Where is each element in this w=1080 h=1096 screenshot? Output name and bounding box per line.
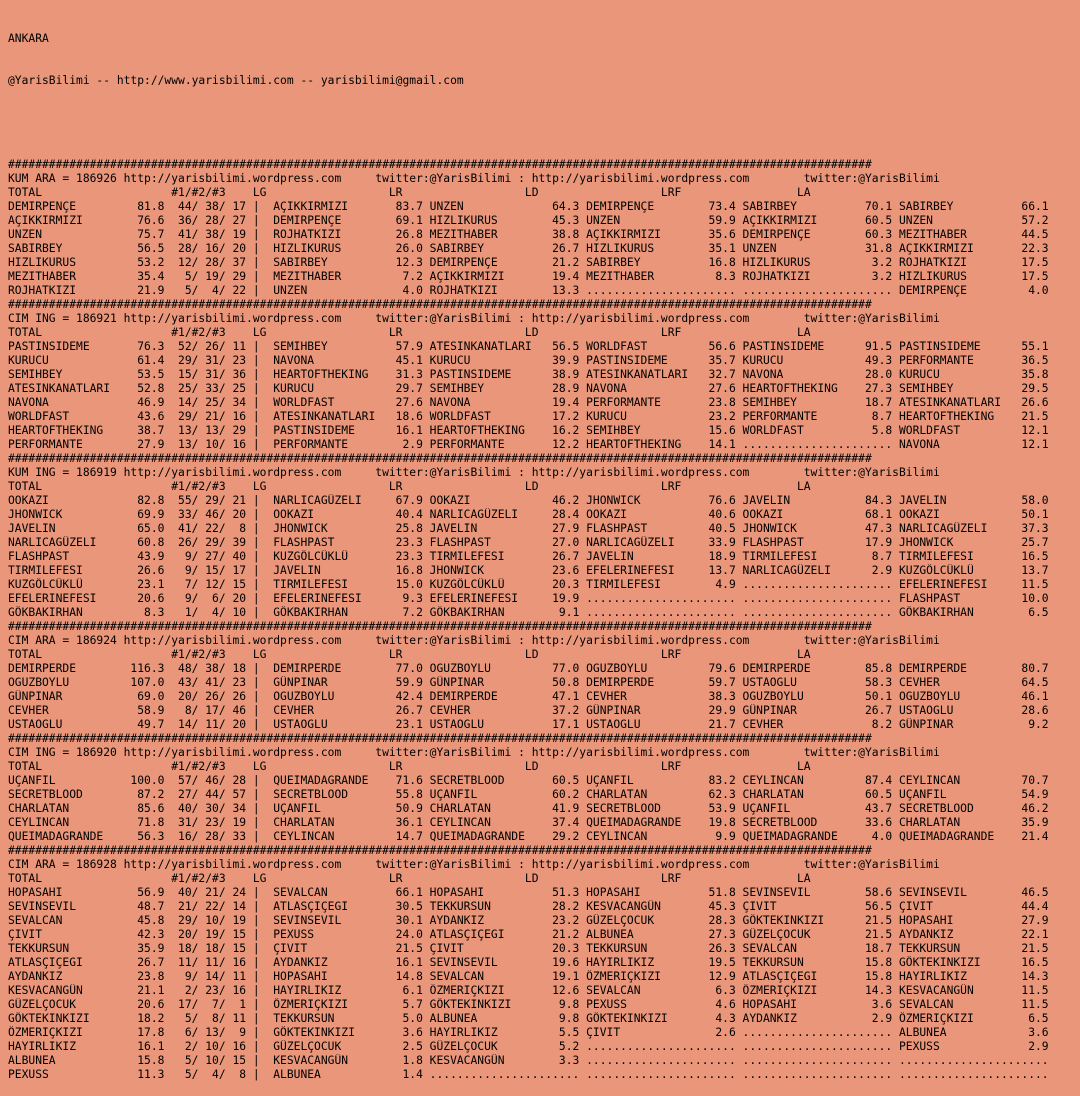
column-header-row: TOTAL #1/#2/#3 LG LR LD LRF LA [8, 480, 811, 493]
table-row: SECRETBLOOD 87.2 27/ 44/ 57 | SECRETBLOOD 55.8 UÇANFIL 60.2 CHARLATAN 62.3 CHARLATAN 60.5 UÇANFIL 54.9 [8, 788, 1049, 801]
column-header-row: TOTAL #1/#2/#3 LG LR LD LRF LA [8, 648, 811, 661]
blank-line [8, 116, 1080, 130]
table-row: UÇANFIL 100.0 57/ 46/ 28 | QUEIMADAGRANDE 71.6 SECRETBLOOD 60.5 UÇANFIL 83.2 CEYLINCAN 87.4 CEYLINCAN 70.7 [8, 774, 1049, 787]
table-row: PEXUSS 11.3 5/ 4/ 8 | ALBUNEA 1.4 ...................... ...................... ...................... ...................... [8, 1068, 1049, 1081]
race-sections [8, 158, 1080, 1082]
table-row: WORLDFAST 43.6 29/ 21/ 16 | ATESINKANATLARI 18.6 WORLDFAST 17.2 KURUCU 23.2 PERFORMANTE 8.7 HEARTOFTHEKING 21.5 [8, 410, 1049, 423]
table-row: JHONWICK 69.9 33/ 46/ 20 | OOKAZI 40.4 NARLICAGÜZELI 28.4 OOKAZI 40.6 OOKAZI 68.1 OOKAZI 50.1 [8, 508, 1049, 521]
table-row: HOPASAHI 56.9 40/ 21/ 24 | SEVALCAN 66.1 HOPASAHI 51.3 HOPASAHI 51.8 SEVINSEVIL 58.6 SEVINSEVIL 46.5 [8, 886, 1049, 899]
separator-line: ############################################################################################################################### [8, 158, 872, 171]
contact-line: @YarisBilimi -- http://www.yarisbilimi.com -- yarisbilimi@gmail.com [8, 74, 464, 87]
table-row: GÖKTEKINKIZI 18.2 5/ 8/ 11 | TEKKURSUN 5.0 ALBUNEA 9.8 GÖKTEKINKIZI 4.3 AYDANKIZ 2.9 ÖZMERIÇKIZI 6.5 [8, 1012, 1049, 1025]
table-row: ÖZMERIÇKIZI 17.8 6/ 13/ 9 | GÖKTEKINKIZI 3.6 HAYIRLIKIZ 5.5 ÇIVIT 2.6 ...................... ALBUNEA 3.6 [8, 1026, 1049, 1039]
table-row: FLASHPAST 43.9 9/ 27/ 40 | KUZGÖLCÜKLÜ 23.3 TIRMILEFESI 26.7 JAVELIN 18.9 TIRMILEFESI 8.7 TIRMILEFESI 16.5 [8, 550, 1049, 563]
table-row: HAYIRLIKIZ 16.1 2/ 10/ 16 | GÜZELÇOCUK 2.5 GÜZELÇOCUK 5.2 ...................... ...................... PEXUSS 2.9 [8, 1040, 1049, 1053]
table-row: ROJHATKIZI 21.9 5/ 4/ 22 | UNZEN 4.0 ROJHATKIZI 13.3 ...................... ...................... DEMIRPENÇE 4.0 [8, 284, 1049, 297]
table-row: AYDANKIZ 23.8 9/ 14/ 11 | HOPASAHI 14.8 SEVALCAN 19.1 ÖZMERIÇKIZI 12.9 ATLASÇIÇEGI 15.8 HAYIRLIKIZ 14.3 [8, 970, 1049, 983]
table-row: ATESINKANATLARI 52.8 25/ 33/ 25 | KURUCU 29.7 SEMIHBEY 28.9 NAVONA 27.6 HEARTOFTHEKING 27.3 SEMIHBEY 29.5 [8, 382, 1049, 395]
table-row: UNZEN 75.7 41/ 38/ 19 | ROJHATKIZI 26.8 MEZITHABER 38.8 AÇIKKIRMIZI 35.6 DEMIRPENÇE 60.3 MEZITHABER 44.5 [8, 228, 1049, 241]
table-row: SABIRBEY 56.5 28/ 16/ 20 | HIZLIKURUS 26.0 SABIRBEY 26.7 HIZLIKURUS 35.1 UNZEN 31.8 AÇIKKIRMIZI 22.3 [8, 242, 1049, 255]
table-row: CEYLINCAN 71.8 31/ 23/ 19 | CHARLATAN 36.1 CEYLINCAN 37.4 QUEIMADAGRANDE 19.8 SECRETBLOOD 33.6 CHARLATAN 35.9 [8, 816, 1049, 829]
table-row: OOKAZI 82.8 55/ 29/ 21 | NARLICAGÜZELI 67.9 OOKAZI 46.2 JHONWICK 76.6 JAVELIN 84.3 JAVELIN 58.0 [8, 494, 1049, 507]
table-row: PERFORMANTE 27.9 13/ 10/ 16 | PERFORMANTE 2.9 PERFORMANTE 12.2 HEARTOFTHEKING 14.1 ...................... NAVONA 12.1 [8, 438, 1049, 451]
race-header: CIM ING = 186921 http://yarisbilimi.wordpress.com twitter:@YarisBilimi : http://yarisbilimi.wordpress.com twitter:@YarisBilimi [8, 312, 940, 325]
separator-line: ############################################################################################################################### [8, 620, 872, 633]
table-row: DEMIRPERDE 116.3 48/ 38/ 18 | DEMIRPERDE 77.0 OGUZBOYLU 77.0 OGUZBOYLU 79.6 DEMIRPERDE 85.8 DEMIRPERDE 80.7 [8, 662, 1049, 675]
table-row: ATLASÇIÇEGI 26.7 11/ 11/ 16 | AYDANKIZ 16.1 SEVINSEVIL 19.6 HAYIRLIKIZ 19.5 TEKKURSUN 15.8 GÖKTEKINKIZI 16.5 [8, 956, 1049, 969]
table-row: KESVACANGÜN 21.1 2/ 23/ 16 | HAYIRLIKIZ 6.1 ÖZMERIÇKIZI 12.6 SEVALCAN 6.3 ÖZMERIÇKIZI 14.3 KESVACANGÜN 11.5 [8, 984, 1049, 997]
table-row: GÜZELÇOCUK 20.6 17/ 7/ 1 | ÖZMERIÇKIZI 5.7 GÖKTEKINKIZI 9.8 PEXUSS 4.6 HOPASAHI 3.6 SEVALCAN 11.5 [8, 998, 1049, 1011]
table-row: ALBUNEA 15.8 5/ 10/ 15 | KESVACANGÜN 1.8 KESVACANGÜN 3.3 ...................... ...................... ...................... [8, 1054, 1049, 1067]
table-row: JAVELIN 65.0 41/ 22/ 8 | JHONWICK 25.8 JAVELIN 27.9 FLASHPAST 40.5 JHONWICK 47.3 NARLICAGÜZELI 37.3 [8, 522, 1049, 535]
table-row: NARLICAGÜZELI 60.8 26/ 29/ 39 | FLASHPAST 23.3 FLASHPAST 27.0 NARLICAGÜZELI 33.9 FLASHPAST 17.9 JHONWICK 25.7 [8, 536, 1049, 549]
table-row: SEVALCAN 45.8 29/ 10/ 19 | SEVINSEVIL 30.1 AYDANKIZ 23.2 GÜZELÇOCUK 28.3 GÖKTEKINKIZI 21.5 HOPASAHI 27.9 [8, 914, 1049, 927]
race-header: KUM ARA = 186926 http://yarisbilimi.wordpress.com twitter:@YarisBilimi : http://yarisbilimi.wordpress.com twitter:@YarisBilimi [8, 172, 940, 185]
column-header-row: TOTAL #1/#2/#3 LG LR LD LRF LA [8, 186, 811, 199]
table-row: SEMIHBEY 53.5 15/ 31/ 36 | HEARTOFTHEKING 31.3 PASTINSIDEME 38.9 ATESINKANATLARI 32.7 NAVONA 28.0 KURUCU 35.8 [8, 368, 1049, 381]
column-header-row: TOTAL #1/#2/#3 LG LR LD LRF LA [8, 760, 811, 773]
page-title: ANKARA [8, 32, 49, 45]
table-row: DEMIRPENÇE 81.8 44/ 38/ 17 | AÇIKKIRMIZI 83.7 UNZEN 64.3 DEMIRPENÇE 73.4 SABIRBEY 70.1 SABIRBEY 66.1 [8, 200, 1049, 213]
table-row: KUZGÖLCÜKLÜ 23.1 7/ 12/ 15 | TIRMILEFESI 15.0 KUZGÖLCÜKLÜ 20.3 TIRMILEFESI 4.9 ...................... EFELERINEFESI 11.5 [8, 578, 1049, 591]
table-row: CHARLATAN 85.6 40/ 30/ 34 | UÇANFIL 50.9 CHARLATAN 41.9 SECRETBLOOD 53.9 UÇANFIL 43.7 SECRETBLOOD 46.2 [8, 802, 1049, 815]
table-row: HEARTOFTHEKING 38.7 13/ 13/ 29 | PASTINSIDEME 16.1 HEARTOFTHEKING 16.2 SEMIHBEY 15.6 WORLDFAST 5.8 WORLDFAST 12.1 [8, 424, 1049, 437]
table-row: HIZLIKURUS 53.2 12/ 28/ 37 | SABIRBEY 12.3 DEMIRPENÇE 21.2 SABIRBEY 16.8 HIZLIKURUS 3.2 ROJHATKIZI 17.5 [8, 256, 1049, 269]
table-row: PASTINSIDEME 76.3 52/ 26/ 11 | SEMIHBEY 57.9 ATESINKANATLARI 56.5 WORLDFAST 56.6 PASTINSIDEME 91.5 PASTINSIDEME 55.1 [8, 340, 1049, 353]
table-row: TEKKURSUN 35.9 18/ 18/ 15 | ÇIVIT 21.5 ÇIVIT 20.3 TEKKURSUN 26.3 SEVALCAN 18.7 TEKKURSUN 21.5 [8, 942, 1049, 955]
race-header: CIM ARA = 186924 http://yarisbilimi.wordpress.com twitter:@YarisBilimi : http://yarisbilimi.wordpress.com twitter:@YarisBilimi [8, 634, 940, 647]
table-row: GÜNPINAR 69.0 20/ 26/ 26 | OGUZBOYLU 42.4 DEMIRPERDE 47.1 CEVHER 38.3 OGUZBOYLU 50.1 OGUZBOYLU 46.1 [8, 690, 1049, 703]
race-header: KUM ING = 186919 http://yarisbilimi.wordpress.com twitter:@YarisBilimi : http://yarisbilimi.wordpress.com twitter:@YarisBilimi [8, 466, 940, 479]
separator-line: ############################################################################################################################### [8, 298, 872, 311]
table-row: USTAOGLU 49.7 14/ 11/ 20 | USTAOGLU 23.1 USTAOGLU 17.1 USTAOGLU 21.7 CEVHER 8.2 GÜNPINAR 9.2 [8, 718, 1049, 731]
separator-line: ############################################################################################################################### [8, 452, 872, 465]
table-row: GÖKBAKIRHAN 8.3 1/ 4/ 10 | GÖKBAKIRHAN 7.2 GÖKBAKIRHAN 9.1 ...................... ...................... GÖKBAKIRHAN 6.5 [8, 606, 1049, 619]
separator-line: ############################################################################################################################### [8, 732, 872, 745]
column-header-row: TOTAL #1/#2/#3 LG LR LD LRF LA [8, 872, 811, 885]
table-row: CEVHER 58.9 8/ 17/ 46 | CEVHER 26.7 CEVHER 37.2 GÜNPINAR 29.9 GÜNPINAR 26.7 USTAOGLU 28.6 [8, 704, 1049, 717]
table-row: EFELERINEFESI 20.6 9/ 6/ 20 | EFELERINEFESI 9.3 EFELERINEFESI 19.9 ...................... ...................... FLASHPAST 10.0 [8, 592, 1049, 605]
table-row: TIRMILEFESI 26.6 9/ 15/ 17 | JAVELIN 16.8 JHONWICK 23.6 EFELERINEFESI 13.7 NARLICAGÜZELI 2.9 KUZGÖLCÜKLÜ 13.7 [8, 564, 1049, 577]
table-row: SEVINSEVIL 48.7 21/ 22/ 14 | ATLASÇIÇEGI 30.5 TEKKURSUN 28.2 KESVACANGÜN 45.3 ÇIVIT 56.5 ÇIVIT 44.4 [8, 900, 1049, 913]
table-row: OGUZBOYLU 107.0 43/ 41/ 23 | GÜNPINAR 59.9 GÜNPINAR 50.8 DEMIRPERDE 59.7 USTAOGLU 58.3 CEVHER 64.5 [8, 676, 1049, 689]
table-row: MEZITHABER 35.4 5/ 19/ 29 | MEZITHABER 7.2 AÇIKKIRMIZI 19.4 MEZITHABER 8.3 ROJHATKIZI 3.2 HIZLIKURUS 17.5 [8, 270, 1049, 283]
table-row: NAVONA 46.9 14/ 25/ 34 | WORLDFAST 27.6 NAVONA 19.4 PERFORMANTE 23.8 SEMIHBEY 18.7 ATESINKANATLARI 26.6 [8, 396, 1049, 409]
table-row: KURUCU 61.4 29/ 31/ 23 | NAVONA 45.1 KURUCU 39.9 PASTINSIDEME 35.7 KURUCU 49.3 PERFORMANTE 36.5 [8, 354, 1049, 367]
separator-line: ############################################################################################################################### [8, 844, 872, 857]
table-row: QUEIMADAGRANDE 56.3 16/ 28/ 33 | CEYLINCAN 14.7 QUEIMADAGRANDE 29.2 CEYLINCAN 9.9 QUEIMADAGRANDE 4.0 QUEIMADAGRANDE 21.4 [8, 830, 1049, 843]
race-header: CIM ING = 186920 http://yarisbilimi.wordpress.com twitter:@YarisBilimi : http://yarisbilimi.wordpress.com twitter:@YarisBilimi [8, 746, 940, 759]
table-row: AÇIKKIRMIZI 76.6 36/ 28/ 27 | DEMIRPENÇE 69.1 HIZLIKURUS 45.3 UNZEN 59.9 AÇIKKIRMIZI 60.5 UNZEN 57.2 [8, 214, 1049, 227]
race-header: CIM ARA = 186928 http://yarisbilimi.wordpress.com twitter:@YarisBilimi : http://yarisbilimi.wordpress.com twitter:@YarisBilimi [8, 858, 940, 871]
table-row: ÇIVIT 42.3 20/ 19/ 15 | PEXUSS 24.0 ATLASÇIÇEGI 21.2 ALBUNEA 27.3 GÜZELÇOCUK 21.5 AYDANKIZ 22.1 [8, 928, 1049, 941]
column-header-row: TOTAL #1/#2/#3 LG LR LD LRF LA [8, 326, 811, 339]
